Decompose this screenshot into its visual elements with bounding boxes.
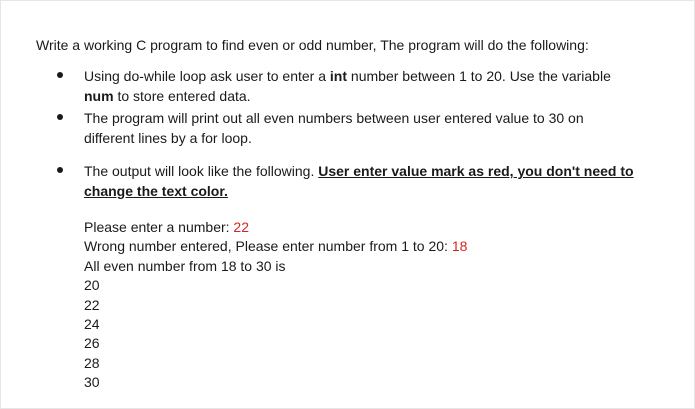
bullet-item-3: [84, 161, 654, 201]
even-number: 30: [84, 374, 100, 391]
even-number: 26: [84, 335, 100, 352]
bullet-2-text: The program will print out all even numbers between user entered value to 30 on different lines by a for loop.: [84, 110, 584, 146]
even-number: 20: [84, 277, 100, 294]
keyword-int: int: [329, 68, 348, 84]
intro-text: Write a working C program to find even or odd number, The program will do the following:: [36, 37, 589, 53]
bullet-item-2: [84, 108, 629, 148]
output-line-1: [84, 218, 467, 237]
bullet-dot: [57, 167, 63, 173]
output-line-2: [84, 237, 467, 256]
bullet-1-text-c: to store entered data.: [113, 88, 251, 104]
keyword-num: num: [84, 88, 114, 104]
output-prompt-1: Please enter a number:: [84, 219, 234, 235]
bullet-1-text-a: Using do-while loop ask user to enter a: [84, 68, 330, 84]
even-number: 22: [84, 296, 100, 313]
user-input-value-1: 22: [233, 219, 249, 235]
even-number: 28: [84, 354, 100, 371]
bullet-3-text: The output will look like the following.: [84, 163, 319, 179]
bullet-item-1: [84, 66, 654, 106]
bullet-dot: [57, 114, 63, 120]
bullet-3-emphasis: User enter value mark as red, you don't need to change the text color.: [84, 163, 634, 199]
output-prompt-2: Wrong number entered, Please enter number from 1 to 20:: [84, 238, 452, 255]
bullet-dot: [57, 72, 63, 78]
user-input-value-2: 18: [451, 238, 468, 255]
sample-output: [84, 218, 467, 393]
bullet-1-text-b: number between 1 to 20. Use the variable: [347, 68, 611, 84]
output-line-3: All even number from 18 to 30 is: [84, 257, 286, 274]
even-number: 24: [84, 316, 100, 333]
